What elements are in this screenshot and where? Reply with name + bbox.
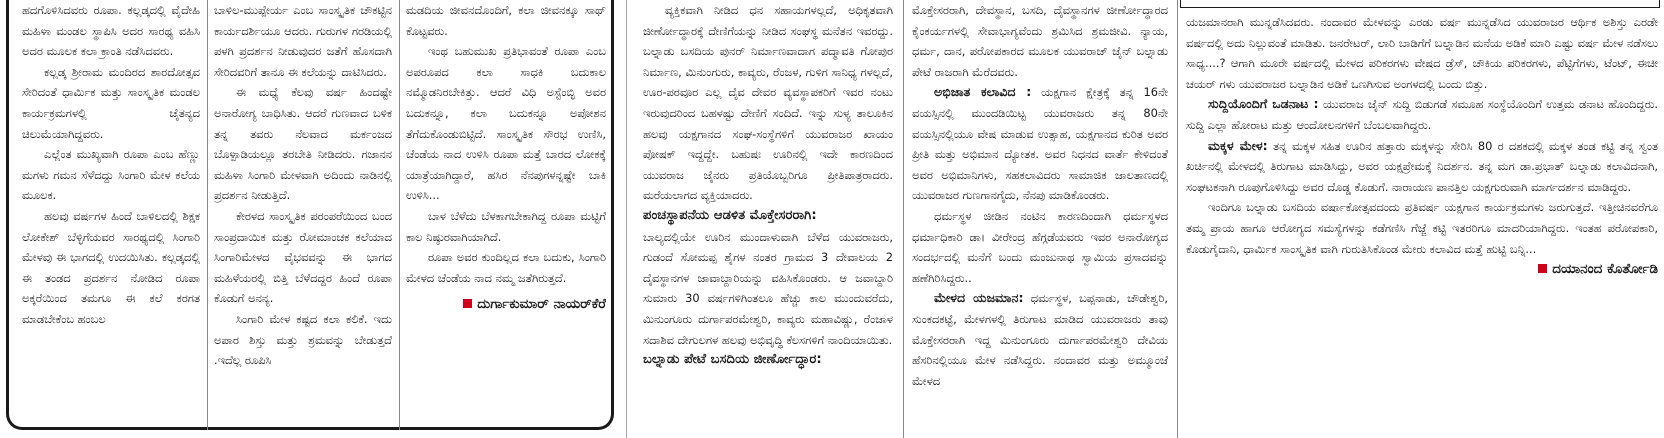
author-byline <box>1186 259 1658 280</box>
paragraph: ಸಿಂಗಾರಿ ಮೇಳ ಕಷ್ಟದ ಕಲಾ ಕಲಿಕೆ. ಇದು ಅಪಾರ ಶಿಸ್ತು ಮತ್ತು ಶ್ರಮವನ್ನು ಬೇಡುತ್ತದೆ .ಇದೆಲ್ಲ ರೂಪಿಸಿ <box>214 311 392 368</box>
author-name: ದಯಾನಂದ ಕೊರ್ತೋಡಿ <box>1552 261 1658 278</box>
paragraph: ಬಾಳ ಬೆಳೆದು ಬೆಳಕಾಗಬೇಕಾಗಿದ್ದ ರೂಪಾ ಮಟ್ಟಿಗೆ ಕಾಲ ನಿಷ್ಠುರವಾಗಿಯಾಗಿದೆ. <box>406 208 606 244</box>
paragraph: ಬಾಲ್ಯದಲ್ಲಿಯೇ ಊರಿನ ಮುಂದಾಳುವಾಗಿ ಬೆಳೆದ ಯುವರಾಜರು, ಗುಡಂದೆ ಸೋಮಪ್ಪ ಶೈಗಳ ನಂತರ ಗ್ರಾಮದ 3 ದೇವಾಲಯ 2 ದೈವಸ್ಥಾನಗಳ ಜಾವಾಬ್ದಾರಿಯನ್ನು ವಹಿಸಿಕೊಂಡರು. ಆ ಜವಾಬ್ದಾರಿ ಸುಮಾರು 30 ವರ್ಷಗಳಿಗಿಂತಲೂ ಹೆಚ್ಚು ಕಾಲ ಮುಂದುವರೆದು, ಮಿನುಂಗೂರು ದುರ್ಗಾಪರಮೇಶ್ವರಿ, ಕಾವ್ಯರು ಮಹಾವಿಷ್ಣು, ರೆಂಜಾಳ ಸದಾಶಿವ ದೇಗುಲಗಳ ಹಲವು ಅಭಿವೃದ್ಧಿ ಕೆಲಸಗಳಿಗೆ ನಾಂದಿಯಾಯಿತು. <box>643 229 893 347</box>
article-column-4 <box>643 0 893 438</box>
article-column-3 <box>406 0 606 430</box>
paragraph: ಹಲವು ವರ್ಷಗಳ ಹಿಂದೆ ಬಾಳಿಲದಲ್ಲಿ ಶಿಕ್ಷಕ ಲೋಕೇಶ್ ಬೆಳ್ಳಿಗೆಯವರ ಸಾರಥ್ಯದಲ್ಲಿ ಸಿಂಗಾರಿ ಮೇಳವು ಈ ಭಾಗದಲ್ಲಿ ಉದಯಿಸಿತು. ಕಲ್ಲಡ್ಕದಲ್ಲಿ ಈ ತಂಡದ ಪ್ರದರ್ಶನ ನೋಡಿದ ರೂಪಾ ಅಕ್ಕರೆಯಿಂದ ತಮಗೂ ಈ ಕಲೆ ಕರಗತ ಮಾಡಬೇಕೆಂಬ ಹಂಬಲ <box>22 208 200 326</box>
red-square-icon <box>1538 264 1547 273</box>
paragraph: ವ್ಯಕ್ತಿಕವಾಗಿ ನೀಡಿದ ಧನ ಸಹಾಯಗಳಲ್ಲದೆ, ಅಧಿಕೃತವಾಗಿ ಜೀರ್ಣೋದ್ಧಾರಕ್ಕೆ ದೇಣಿಗೆಯನ್ನು ನೀಡಿದ ಸಂಘಸ್ಥ ಮನೆತನ ಇವರದ್ದು. ಬಲ್ನಾಡು ಬಸದಿಯ ಪುನರ್ ನಿರ್ಮಾಣವಾದಾಗ ಪದ್ಮಾವತಿ ಗೋಪುರ ನಿರ್ಮಾಣ, ಮಿನುಂಗುರು, ಕಾವ್ಯರು, ರೆಂಜಳ, ಗುಳಿಗ ಸಾನಿಧ್ಯ ಗಳಲ್ಲದೆ, ಊರ-ಪರವೂರ ಎಲ್ಲ ದೈವ ದೇವರ ವ್ಯವಸ್ಥಾಪಕರಿಗೆ ಇವರ ನಂಟು ಇರುವುದರಿಂದ ಬಹಳಷ್ಟು ದೇಣಿಗೆ ಸಂದಿದೆ. ಇನ್ನು ಸುಳ್ಯ ತಾಲೂಕಿನ ಹಲವು ಯಕ್ಷಗಾನದ ಸಂಘ-ಸಂಸ್ಥೆಗಳಿಗೆ ಯುವರಾಜರ ಖಾಯಂ ಪೋಷಕ್ ಇದ್ದದ್ದೇ. ಬಹುಷಃ ಊರಿನಲ್ಲಿ ಇದೇ ಕಾರಣದಿಂದ ಯುವರಾಜ ಜೈನರು ಪ್ರತಿಯೊಬ್ಬರಿಗೂ ಪ್ರೀತಿಪಾತ್ರರಾದರು. ಮರೆಯಲಾಗದ ವ್ಯಕ್ತಿಯಾದರು. <box>643 3 893 203</box>
paragraph: ಧರ್ಮಸ್ಥಳ, ಬಪ್ಪನಾಡು, ಚೌಡೇಶ್ವರಿ, ಸುಂಕದಕಟ್ಟೆ, ಮೇಳಗಳಲ್ಲಿ ತಿರುಗಾಟ ಮಾಡಿದ ಯುವರಾಜರು ತಾವು ಮೊಕ್ತೇಸರರಾಗಿ ಇದ್ದ ಮಿನುಂಗೂರು ದುರ್ಗಾಪರಮೇಶ್ವರಿ ದೇವಿಯ ಹೆಸರಿನಲ್ಲಿಯೂ ಮೇಳ ನಡೆಸಿದ್ದರು. ನಂದಾವರ ಮತ್ತು ಅಮ್ಮೂಂಜೆ ಮೇಳದ <box>912 291 1168 388</box>
article-column-5 <box>912 0 1168 438</box>
author-byline <box>406 294 606 315</box>
column-divider <box>207 0 208 430</box>
page-gutter-left <box>626 0 627 438</box>
paragraph: ಇಂಥ ಬಹುಮುಖ ಪ್ರತಿಭಾವಂತೆ ರೂಪಾ ಎಂಬ ಅಪರೂಪದ ಕಲಾ ಸಾಧಕಿ ಬದುಕಾಲ ನಮ್ಮೊಡನಿರಬೇಕಿತ್ತು. ಆದರೆ ವಿಧಿ ಅಸ್ಟೆಂಬ್ಳಿ ಅವರ ಬದುಕನ್ನೂ, ಕಲಾ ಬದುಕನ್ನೂ ಅಪೋಶನ ತೆಗೆದುಕೊಂಡುಬಿಟ್ಟಿದೆ. ಸಾಂಸ್ಕೃತಿಕ ಸೌರಭ ಉಣಿಸಿ, ಚೆಂಡೆಯ ನಾದ ಉಳಿಸಿ ರೂಪಾ ಮತ್ತೆ ಬಾರದ ಲೋಕಕ್ಕೆ ಯಾತ್ರೆಯಾಗಿದ್ದಾರೆ, ಹಸಿರ ನೆನಪುಗಳನ್ನಷ್ಟೇ ಬಾಕಿ ಉಳಿಸಿ... <box>406 44 606 203</box>
paragraph: ಬಾಳಿಲ-ಮುಪ್ಪೇರ್ಯ ಎಂಬ ಸಾಂಸ್ಕೃತಿಕ ಚೌಕಟ್ಟಿನ ಕಾರ್ಯದರ್ಶಿಯೂ ಆದರು. ಗುರುಗಳ ಗರಡಿಯಲ್ಲಿ ಪಳಗಿ ಪ್ರದರ್ಶನ ನೀಡುವುದರ ಜತೆಗೆ ಹೊಸದಾಗಿ ಸೇರಿದವರಿಗೆ ತಾನೂ ಈ ಕಲೆಯನ್ನು ದಾಟಿಸಿದರು. <box>214 3 392 79</box>
paragraph: ಮಡದಿಯ ಜೀವನದೊಂದಿಗೆ, ಕಲಾ ಜೀವನಕ್ಕೂ ಸಾಥ್ ಕೊಟ್ಟವರು. <box>406 3 606 38</box>
column-divider <box>903 0 904 438</box>
section-heading: ಮಕ್ಕಳ ಮೇಳ: <box>1208 137 1268 153</box>
section-heading: ಮೇಳದ ಯಜಮಾನ: <box>934 290 1024 306</box>
section-heading: ಸುದ್ದಿಯೊಂದಿಗೆ ಒಡನಾಟ : <box>1208 96 1319 112</box>
paragraph: ಎಲ್ಲೆಂತ ಮುಖ್ಯವಾಗಿ ರೂಪಾ ಎಂಬ ಹೆಣ್ಣು ಮಗಳು ಗಮನ ಸೆಳೆದದ್ದು ಸಿಂಗಾರಿ ಮೇಳ ಕಲೆಯ ಮೂಲಕ. <box>22 147 200 203</box>
paragraph: ಕೇರಳದ ಸಾಂಸ್ಕೃತಿಕ ಪರಂಪರೆಯಿಂದ ಬಂದ ಸಾಂಪ್ರದಾಯಿಕ ಮತ್ತು ರೋಮಾಂಚಕ ಕಲೆಯಾದ ಸಿಂಗಾರಿಮೇಳದ ವೈಭವವನ್ನು ಈ ಭಾಗದ ಮಹಿಳೆಯರಲ್ಲಿ ಬಿತ್ತಿ ಬೆಳೆದದ್ದರ ಹಿಂದೆ ರೂಪಾ ಕೊಡುಗೆ ಅನನ್ಯ. <box>214 208 392 306</box>
paragraph: ಈ ಮಧ್ಯೆ ಕೆಲವು ವರ್ಷ ಹಿಂದಷ್ಟೇ ಅನಾರೋಗ್ಯ ಬಾಧಿಸಿತು. ಆದರೆ ಗುಣವಾದ ಬಳಿಕ ತನ್ನ ತವರು ನೆಲವಾದ ಮರ್ಕಂಜದ ಬೊಳ್ಪಾಡಿಯಲ್ಲೂ ತರಬೇತಿ ನೀಡಿದರು. ಗಜಾನನ ಮಹಿಳಾ ಸಿಂಗಾರಿ ಮೇಳವಾಗಿ ಅದಿಂದು ನಾಡಿನಲ್ಲಿ ಪ್ರದರ್ಶನ ನೀಡುತ್ತಿದೆ. <box>214 85 392 203</box>
paragraph: ತನ್ನ ಮಕ್ಕಳ ಸಹಿತ ಊರಿನ ಹತ್ತಾರು ಮಕ್ಕಳನ್ನು ಸೇರಿಸಿ 80 ರ ದಶಕದಲ್ಲಿ ಮಕ್ಕಳ ತಂಡ ಕಟ್ಟಿ ತನ್ನ ಸ್ವಂತ ಖರ್ಚಿನಲ್ಲಿ ಮೇಳದಲ್ಲಿ ತಿರುಗಾಟ ಮಾಡಿಸಿದ್ದು, ಅವರ ಯಕ್ಷಪ್ರೇಮಕ್ಕೆ ನಿದರ್ಶನ. ತನ್ನ ಮಗ ಡಾ.ಪ್ರಭಾತ್ ಬಲ್ನಾಡು ಕಲಾವಿದನಾಗಿ, ಸಂಘಟಕನಾಗಿ ರೂಪುಗೊಳಿಸಿದ್ದು ಅವರ ದೊಡ್ಡ ಕೊಡುಗೆ. ನಾರಾಯಣ ಪಾನತ್ತಿಲ ಯಕ್ಷಗುರುವಾಗಿ ಮಾರ್ಗದರ್ಶನ ಮಾಡಿದ್ದರು. <box>1186 138 1658 194</box>
paragraph: ರೂಪಾ ಅವರ ಕುಂದಿಲ್ಲದ ಕಲಾ ಬದುಕು, ಸಿಂಗಾರಿ ಮೇಳದ ಚೆಂಡೆಯ ನಾದ ನಮ್ಮ ಜತೆಗಿರುತ್ತದೆ. <box>406 250 606 285</box>
article-column-6 <box>1186 12 1658 438</box>
author-name: ದುರ್ಗಾಕುಮಾರ್ ನಾಯರ್‌ಕೆರೆ <box>477 296 606 313</box>
article-column-1 <box>22 0 200 430</box>
section-heading: ಅಭಿಜಾತ ಕಲಾವಿದ : <box>934 84 1032 100</box>
paragraph: ಯಜಮಾನರಾಗಿ ಮುನ್ನಡೆಸಿದವರು. ನಂದಾವರ ಮೇಳವನ್ನು ಎರಡು ವರ್ಷ ಮುನ್ನಡೆಸಿದ ಯುವರಾಜರ ಆರ್ಥಿಕ ಅಶಿಸ್ತು ಎರಡೇ ವರ್ಷದಲ್ಲಿ ಅದು ನಿಲ್ಲುವಂತೆ ಮಾಡಿತು. ಜನರೇಟರ್, ಲಾರಿ ಬಾಡಿಗೆಗೆ ಬಲ್ನಾಡಿನ ಮನೆಯ ಅಡಿಕೆ ಮಾರಿ ಎಷ್ಟು ವರ್ಷ ಮೇಳ ನಡೆಸಲು ಸಾಧ್ಯ....? ಆಗಾಗಿ ಮೂರೇ ವರ್ಷದಲ್ಲಿ ಮೇಳದ ಪರಿಕರಗಳು ವೇಷದ ಡ್ರೆಸ್, ಚೌಕಿಯ ಪರಿಕರಗಳು, ಪೆಟ್ಟಿಗೆಗಳು, ಟೆಂಟ್, ಈಚೀ ಚಯರ್ ಗಳು ಯುವರಾಜರ ಬಲ್ನಾಡಿನ ಅಡಿಕೆ ಒಣಗಿಸುವ ಅಂಗಳದಲ್ಲಿ ಬಂದು ಬಿತ್ತು. <box>1186 15 1658 91</box>
paragraph: ಯುವರಾಜ ಜೈನ್ ಸುದ್ದಿ ಬಿಡುಗಡೆ ಸಮೂಹ ಸಂಸ್ಥೆಯೊಂದಿಗೆ ಉತ್ತಮ ಡನಾಟ ಹೊಂದಿದ್ದರು. ಸುದ್ದಿ ಎಲ್ಲಾ ಹೋರಾಟ ಮತ್ತು ಆಂದೋಲನಗಳಿಗೆ ಬೆಂಬಲವಾಗಿದ್ದರು. <box>1186 97 1658 132</box>
paragraph: ಇಂದಿಗೂ ಬಲ್ನಾಡು ಬಸದಿಯ ವರ್ಷಾಕೋತ್ಸವದಂದು ಪ್ರತಿವರ್ಷ ಯಕ್ಷಗಾನ ಕಾರ್ಯಕ್ರಮಗಳು ಜರುಗುತ್ತದೆ. ಇತ್ತೀಚಿನವರೆಗೂ ತಮ್ಮ ಪ್ರಾಯ ಹಾಗೂ ಆರೋಗ್ಯದ ಸಮಸ್ಯೆಗಳನ್ನು ಕಡೆಗಣಿಸಿ ಗೆಜ್ಜೆ ಕಟ್ಟಿ ಇತರರಿಗೂ ಮಾದರಿಯಾಗಿದ್ದರು. ಇಂತಹ ಪರೋಪಕಾರಿ, ಕೊಡುಗೈದಾನಿ, ಧಾರ್ಮಿಕ ಸಾಂಸ್ಕೃತಿಕ ವಾಗಿ ಗುರುತಿಸಿಕೊಂಡ ಮೇರು ಕಲಾವಿದ ಮತ್ತೆ ಹುಟ್ಟಿ ಬನ್ನಿ... <box>1186 200 1658 256</box>
paragraph: ಧರ್ಮಸ್ಥಳ ಜೀಡಿನ ನಂಟಿನ ಕಾರಣದಿಂದಾಗಿ ಧರ್ಮಸ್ಥಳದ ಧರ್ಮಾಧಿಕಾರಿ ಡಾ। ವೀರೇಂದ್ರ ಹೆಗ್ಗಡೆಯವರು ಇವರ ಅನಾರೋಗ್ಯದ ಸಂದರ್ಭದಲ್ಲಿ ಮನೆಗೆ ಬಂದು ಮಂಜುನಾಥ ಸ್ವಾಮಿಯ ಪ್ರಸಾದವನ್ನು ಹಣೆಗಿರಿಸಿದ್ದರು.. <box>912 208 1168 285</box>
column-divider <box>1177 0 1178 438</box>
column-divider <box>399 0 400 430</box>
top-box-border <box>1180 0 1660 8</box>
article-column-2 <box>214 0 392 430</box>
paragraph: ಯಕ್ಷಗಾನ ಕ್ಷೇತ್ರಕ್ಕೆ ತನ್ನ 16ನೇ ವಯಸ್ಸಿನಲ್ಲಿ ಮುಂದಡಿಯಿಟ್ಟ ಯುವರಾಜರು ತನ್ನ 80ನೇ ವಯಸ್ಸಿನಲ್ಲಿಯೂ ವೇಷ ಮಾಡುವ ಉತ್ಸಾಹ, ಯಕ್ಷಗಾನದ ಕುರಿತ ಅವರ ಪ್ರೀತಿ ಮತ್ತು ಅಭಿಮಾನ ದ್ಯೋತಕ. ಅವರ ನಿಧನದ ವಾರ್ತೆ ಕೇಳಿದಂತೆ ಅವರ ಅಭಿಮಾನಿಗಳು, ಸಹಕಲಾವಿದರು ಸಾಮಾಜಿಕ ಜಾಲತಾಣದಲ್ಲಿ ಯುವರಾಜರ ಗುಣಗಾನಗೈದು, ನೆನಪು ಮಾಡಿಕೊಂಡರು. <box>912 85 1168 203</box>
red-square-icon <box>463 299 472 308</box>
section-heading: ಪಂಚಸ್ಥಾಪನೆಯ ಆಡಳಿತ ಮೊಕ್ತೇಸರರಾಗಿ: <box>643 207 817 223</box>
paragraph: ಕಲ್ಲಡ್ಕ ಶ್ರೀರಾಮ ಮಂದಿರದ ಶಾರದೋತ್ಸವ ಸೇರಿದಂತೆ ಧಾರ್ಮಿಕ ಮತ್ತು ಸಾಂಸ್ಕೃತಿಕ ಮಂಡಲ ಕಾರ್ಯಕ್ರಮಗಳಲ್ಲಿ ಚೈತನ್ಯದ ಚಿಲುಮೆಯಾಗಿದ್ದವರು. <box>22 64 200 141</box>
paragraph: ಮೊಕ್ತೇಸರರಾಗಿ, ದೇವಸ್ಥಾನ, ಬಸದಿ, ದೈವಸ್ಥಾನಗಳ ಜೀರ್ಣೋದ್ಧಾರದ ಕೈಂಕರ್ಯಗಳಲ್ಲಿ ಸೇವಾಭಾಗ್ಯವೆಂದು ಶ್ರಮಿಸಿದ ಶ್ರಮಜೀವಿ. ನ್ಯಾಯ, ಧರ್ಮ, ದಾನ, ಪರೋಪಕಾರದ ಮೂಲಕ ಯುವರಾಜ್ ಜೈನ್ ಬಲ್ನಾಡು ಪೇಟೆ ರಾಜರಾಗಿ ಮೆರೆದವರು. <box>912 3 1168 79</box>
paragraph: ಹದಗೊಳಿಸಿದವರು ರೂಪಾ. ಕಲ್ಲಡ್ಕದಲ್ಲಿ ವೈದೇಹಿ ಮಹಿಳಾ ಮಂಡಲ ಸ್ಥಾಪಿಸಿ ಅದರ ಸಾರಥ್ಯ ವಹಿಸಿ ಅದರ ಮೂಲಕ ಕಲಾ ಕ್ರಾಂತಿ ನಡೆಸಿದವರು. <box>22 3 200 59</box>
section-heading: ಬಲ್ನಾಡು ಪೇಟೆ ಬಸದಿಯ ಜೀರ್ಣೋದ್ಧಾರ: <box>643 352 822 368</box>
